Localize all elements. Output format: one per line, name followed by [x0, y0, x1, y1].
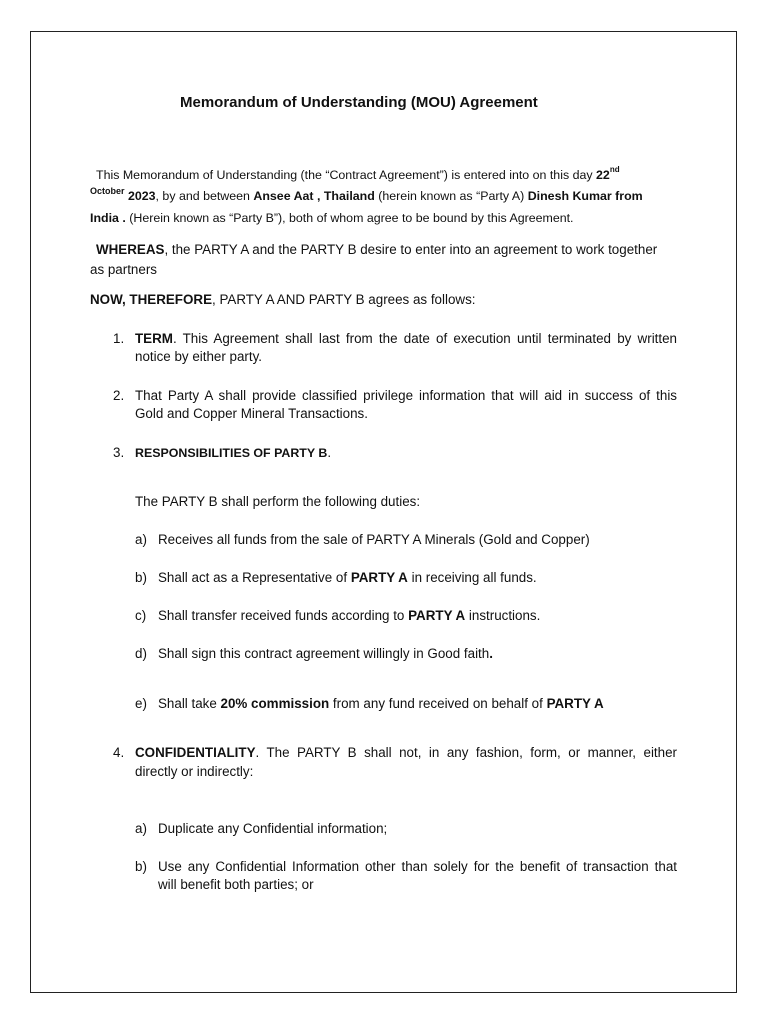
clause-3b-text — [158, 570, 537, 585]
party-b-known-as: (Herein known as “Party B”), both of whom agree to be bound by this Agreement. — [129, 211, 574, 225]
clause-3-number: 3. — [113, 445, 125, 460]
clause-3b-party: PARTY A — [350, 570, 408, 585]
whereas-text: , the PARTY A and the PARTY B desire to enter into an agreement to work together — [164, 242, 658, 257]
now-therefore-line — [90, 292, 475, 307]
clause-2-line-1: That Party A shall provide classified privilege information that will aid in success of this — [135, 388, 677, 403]
clause-4-text: . The PARTY B shall not, in any fashion, form, or manner, either — [255, 745, 677, 760]
intro-month: October — [90, 186, 125, 196]
clause-3-heading: RESPONSIBILITIES OF PARTY B — [135, 446, 328, 460]
clause-3e-pre: Shall take — [158, 696, 221, 711]
clause-1-line-1 — [135, 331, 677, 346]
clause-3c-pre: Shall transfer received funds according to — [158, 608, 405, 623]
clause-3e-mid: from any fund received on behalf of — [332, 696, 543, 711]
clause-3a-text: Receives all funds from the sale of PARTY A Minerals (Gold and Copper) — [158, 532, 590, 547]
clause-4b-line-2: will benefit both parties; or — [158, 877, 314, 892]
intro-line-3 — [90, 211, 574, 225]
clause-3c-party: PARTY A — [408, 608, 466, 623]
clause-4-line-2: directly or indirectly: — [135, 764, 254, 779]
clause-3e-letter: e) — [135, 696, 147, 711]
party-a-name: Ansee Aat , Thailand — [253, 189, 375, 203]
clause-3b-post: in receiving all funds. — [411, 570, 537, 585]
clause-4b-letter: b) — [135, 859, 147, 874]
clause-3a-letter: a) — [135, 532, 147, 547]
clause-1-heading: TERM — [135, 331, 173, 346]
clause-4b-line-1: Use any Confidential Information other than solely for the benefit of transaction that — [158, 859, 677, 874]
intro-line-2 — [90, 186, 643, 203]
clause-4-line-1 — [135, 745, 677, 760]
clause-3c-post: instructions. — [468, 608, 541, 623]
clause-4a-letter: a) — [135, 821, 147, 836]
clause-3-intro: The PARTY B shall perform the following duties: — [135, 494, 421, 509]
clause-3b-pre: Shall act as a Representative of — [158, 570, 348, 585]
intro-text: This Memorandum of Understanding (the “Contract Agreement”) is entered into on this day — [96, 168, 593, 182]
clause-3b-letter: b) — [135, 570, 147, 585]
intro-day-suffix: nd — [609, 165, 620, 174]
intro-day: 22 — [596, 168, 610, 182]
whereas-line-2: as partners — [90, 262, 157, 277]
clause-3e-commission: 20% commission — [220, 696, 330, 711]
clause-3-heading-end: . — [327, 445, 332, 460]
clause-4-heading: CONFIDENTIALITY — [135, 745, 256, 760]
clause-4a-text: Duplicate any Confidential information; — [158, 821, 388, 836]
clause-3c-text — [158, 608, 540, 623]
party-a-known-as: (herein known as “Party A) — [378, 189, 525, 203]
intro-between: , by and between — [155, 189, 250, 203]
document-title: Memorandum of Understanding (MOU) Agreement — [180, 94, 538, 111]
clause-3d-letter: d) — [135, 646, 147, 661]
clause-3e-text — [158, 696, 604, 711]
clause-3e-party: PARTY A — [546, 696, 604, 711]
clause-1-text: . This Agreement shall last from the date of execution until terminated by written — [172, 331, 677, 346]
intro-line-1 — [96, 165, 620, 182]
clause-1-number: 1. — [113, 331, 125, 346]
party-b-name: Dinesh Kumar from — [527, 189, 643, 203]
clause-3d-text — [158, 646, 493, 661]
whereas-line-1 — [96, 242, 657, 257]
clause-2-line-2: Gold and Copper Mineral Transactions. — [135, 406, 368, 421]
whereas-keyword: WHEREAS — [96, 242, 165, 257]
clause-4-number: 4. — [113, 745, 125, 760]
now-therefore-keyword: NOW, THEREFORE — [90, 292, 213, 307]
clause-1-line-2: notice by either party. — [135, 349, 263, 364]
clause-3d-period: . — [489, 646, 493, 661]
clause-2-number: 2. — [113, 388, 125, 403]
clause-3-heading-line — [135, 445, 331, 460]
clause-3c-letter: c) — [135, 608, 147, 623]
clause-3d-pre: Shall sign this contract agreement willingly in Good faith — [158, 646, 490, 661]
party-b-country: India . — [90, 211, 126, 225]
intro-year: 2023 — [127, 189, 156, 203]
now-therefore-text: , PARTY A AND PARTY B agrees as follows: — [212, 292, 476, 307]
